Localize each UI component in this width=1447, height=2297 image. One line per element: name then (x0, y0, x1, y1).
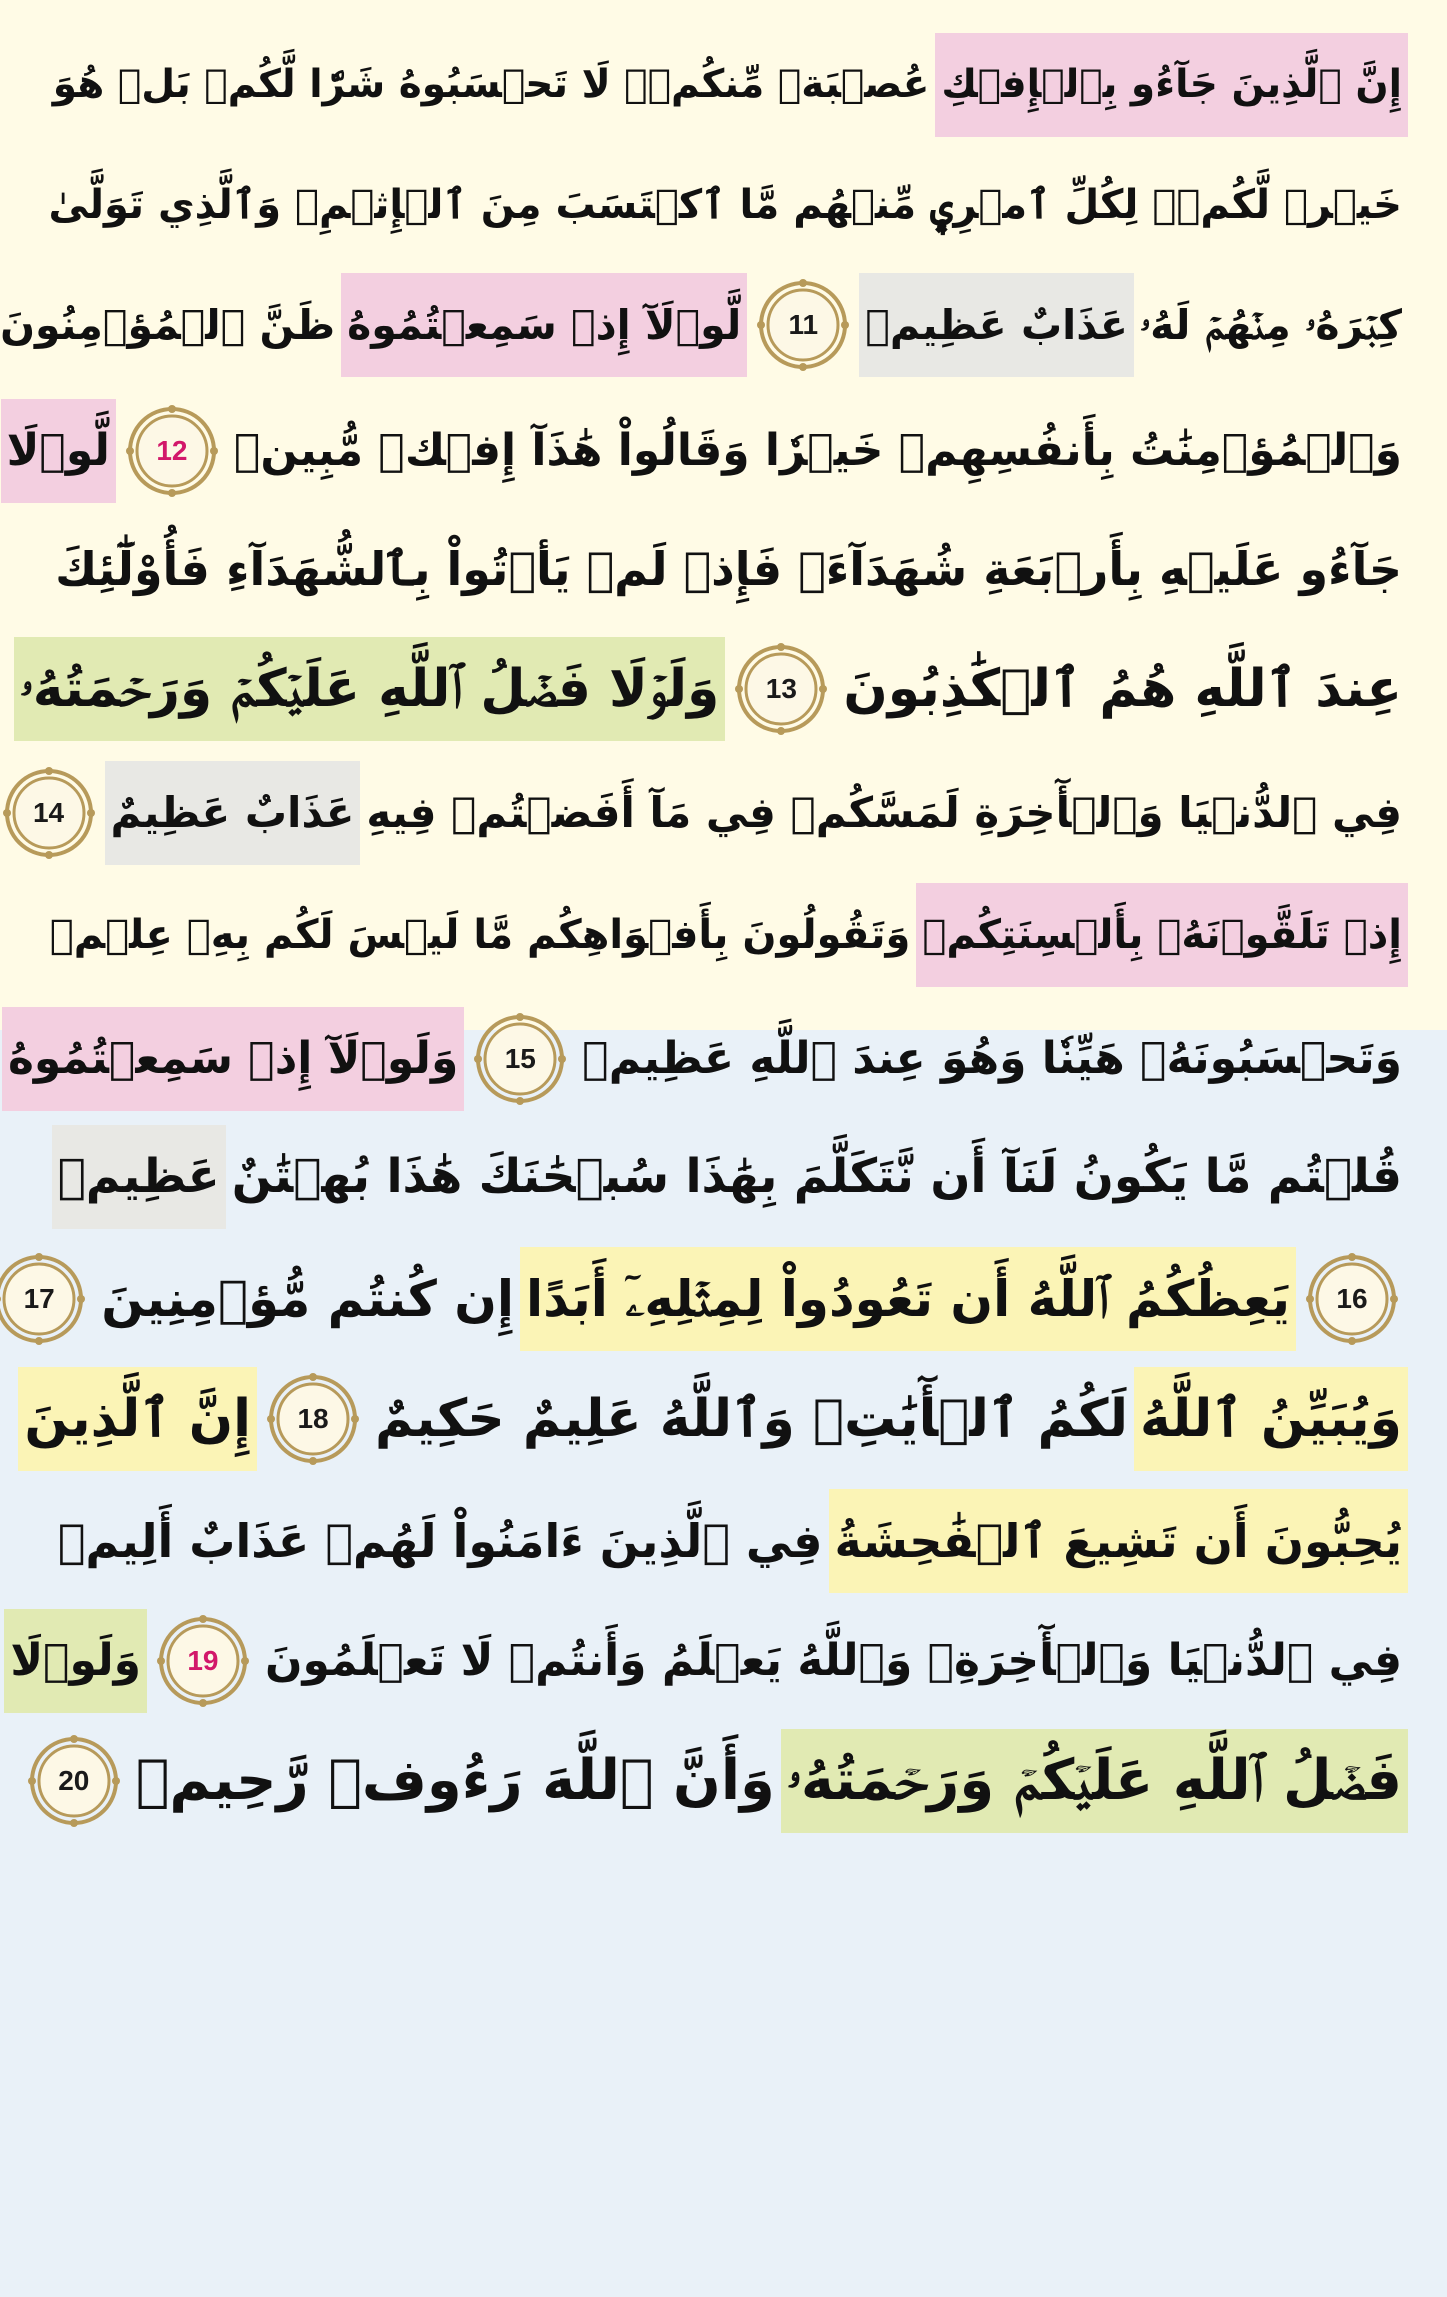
highlighted-phrase: لَّوۡلَا (1, 399, 116, 503)
highlighted-phrase: عَذَابٌ عَظِيمٞ (859, 273, 1134, 377)
verse-text: وَتَحۡسَبُونَهُۥ هَيِّنٗا وَهُوَ عِندَ ٱللَّهِ عَظِيمٞ (582, 1033, 1402, 1084)
verse-line (38, 504, 1408, 634)
highlighted-phrase: وَلَوۡلَآ إِذۡ سَمِعۡتُمُوهُ (2, 1007, 464, 1111)
verse-text: فِي ٱلدُّنۡيَا وَٱلۡأٓخِرَةِ لَمَسَّكُمۡ فِي مَآ أَفَضۡتُمۡ فِيهِ (366, 788, 1402, 837)
ayah-end-marker-icon[interactable] (28, 1735, 120, 1827)
verse-text: وَأَنَّ ٱللَّهَ رَءُوفٞ رَّحِيمٞ (135, 1748, 775, 1813)
ayah-end-marker-icon[interactable] (126, 405, 218, 497)
verse-line (38, 1476, 1408, 1606)
highlighted-phrase: وَيُبَيِّنُ ٱللَّهُ (1134, 1367, 1408, 1471)
highlighted-phrase: وَلَوۡلَا (4, 1609, 147, 1713)
ayah-number: 15 (504, 1043, 536, 1074)
verse-text: وَٱلۡمُؤۡمِنَٰتُ بِأَنفُسِهِمۡ خَيۡرٗا وَقَالُواْ هَٰذَآ إِفۡكٞ مُّبِينٞ (233, 425, 1402, 476)
ayah-end-marker-icon[interactable] (474, 1013, 566, 1105)
ayah-number: 20 (58, 1765, 90, 1796)
ayah-number: 11 (788, 309, 819, 340)
verse-text: كِبۡرَهُۥ مِنۡهُمۡ لَهُۥ (1139, 301, 1402, 349)
ayah-number: 19 (187, 1645, 219, 1676)
highlighted-phrase: وَلَوۡلَا فَضۡلُ ٱللَّهِ عَلَيۡكُمۡ وَرَحۡمَتُهُۥ (14, 637, 726, 741)
verse-line (32, 748, 1408, 878)
verse-text: عُصۡبَةٞ مِّنكُمۡۚ لَا تَحۡسَبُوهُ شَرّٗا لَّكُمۖ بَلۡ هُوَ (52, 62, 930, 107)
ayah-end-marker-icon[interactable] (3, 767, 95, 859)
ayah-end-marker-icon[interactable] (157, 1615, 249, 1707)
verse-text: خَيۡرٞ لَّكُمۡۚ لِكُلِّ ٱمۡرِيٕٖ مِّنۡهُم مَّا ٱكۡتَسَبَ مِنَ ٱلۡإِثۡمِۚ وَٱلَّذِي تَوَلَّىٰ (48, 182, 1402, 228)
verse-line (24, 1354, 1408, 1484)
verse-line (38, 1716, 1408, 1846)
verse-text: فِي ٱلَّذِينَ ءَامَنُواْ لَهُمۡ عَذَابٌ أَلِيمٞ (57, 1514, 823, 1568)
verse-text: وَتَقُولُونَ بِأَفۡوَاهِكُم مَّا لَيۡسَ لَكُم بِهِۦ عِلۡمٞ (49, 912, 911, 958)
verse-line (7, 994, 1408, 1124)
verse-text: إِن كُنتُم مُّؤۡمِنِينَ (101, 1270, 515, 1328)
ayah-number: 12 (156, 435, 188, 466)
highlighted-phrase: إِنَّ ٱلَّذِينَ جَآءُو بِٱلۡإِفۡكِ (935, 33, 1408, 137)
ayah-number: 13 (765, 673, 797, 704)
verse-line (38, 140, 1408, 270)
highlighted-phrase: لَّوۡلَآ إِذۡ سَمِعۡتُمُوهُ (341, 273, 747, 377)
verse-line (19, 624, 1408, 754)
ayah-end-marker-icon[interactable] (735, 643, 827, 735)
ayah-number: 17 (23, 1283, 55, 1314)
verse-line (6, 386, 1408, 516)
ayah-end-marker-icon[interactable] (1306, 1253, 1398, 1345)
ayah-number: 16 (1336, 1283, 1368, 1314)
ayah-number: 14 (32, 797, 65, 828)
ayah-end-marker-icon[interactable] (267, 1373, 359, 1465)
verse-text: ظَنَّ ٱلۡمُؤۡمِنُونَ (0, 301, 336, 349)
highlighted-phrase: عَظِيمٞ (52, 1125, 226, 1229)
verse-text: لَكُمُ ٱلۡأٓيَٰتِۚ وَٱللَّهُ عَلِيمٌ حَكِيمٌ (375, 1389, 1129, 1449)
verse-line (38, 20, 1408, 150)
verse-text: قُلۡتُم مَّا يَكُونُ لَنَآ أَن نَّتَكَلَّمَ بِهَٰذَا سُبۡحَٰنَكَ هَٰذَا بُهۡتَٰنٌ (231, 1149, 1402, 1204)
verse-line (38, 1112, 1408, 1242)
verse-text: جَآءُو عَلَيۡهِ بِأَرۡبَعَةِ شُهَدَآءَۚ فَإِذۡ لَمۡ يَأۡتُواْ بِٱلشُّهَدَآءِ فَأُوْلَٰٓئِكَ (55, 542, 1402, 596)
verse-line (38, 870, 1408, 1000)
ayah-end-marker-icon[interactable] (757, 279, 849, 371)
ayah-end-marker-icon[interactable] (0, 1253, 85, 1345)
ayah-number: 18 (297, 1403, 329, 1434)
verse-line (23, 1234, 1408, 1364)
verse-text: فِي ٱلدُّنۡيَا وَٱلۡأٓخِرَةِۚ وَٱللَّهُ يَعۡلَمُ وَأَنتُمۡ لَا تَعۡلَمُونَ (264, 1635, 1402, 1686)
verse-text: عِندَ ٱللَّهِ هُمُ ٱلۡكَٰذِبُونَ (843, 659, 1402, 719)
highlighted-phrase: فَضۡلُ ٱللَّهِ عَلَيۡكُمۡ وَرَحۡمَتُهُۥ (781, 1729, 1408, 1833)
highlighted-phrase: إِذۡ تَلَقَّوۡنَهُۥ بِأَلۡسِنَتِكُمۡ (916, 883, 1408, 987)
verse-line (10, 1596, 1408, 1726)
highlighted-phrase: يُحِبُّونَ أَن تَشِيعَ ٱلۡفَٰحِشَةُ (829, 1489, 1408, 1593)
highlighted-phrase: عَذَابٌ عَظِيمٌ (105, 761, 361, 865)
highlighted-phrase: يَعِظُكُمُ ٱللَّهُ أَن تَعُودُواْ لِمِثۡلِهِۦٓ أَبَدًا (520, 1247, 1296, 1351)
verse-line (0, 260, 1408, 390)
highlighted-phrase: إِنَّ ٱلَّذِينَ (18, 1367, 257, 1471)
